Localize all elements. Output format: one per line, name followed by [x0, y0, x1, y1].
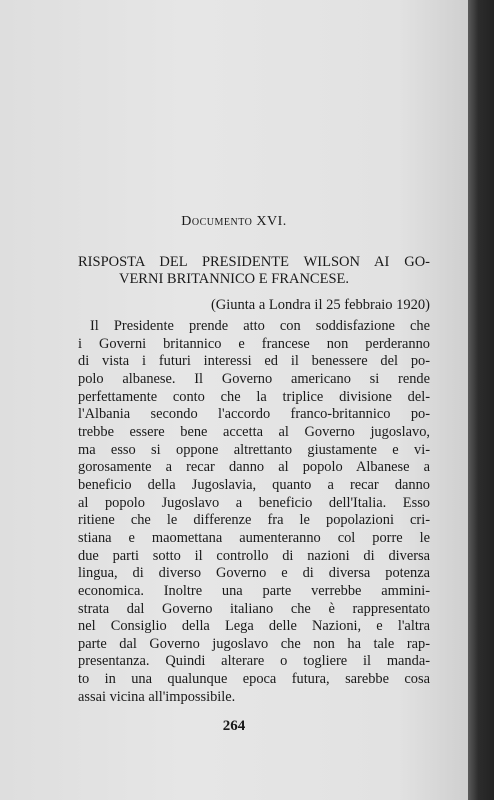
- body-line: perfettamente conto che la triplice divisione del-: [78, 388, 430, 405]
- body-line: beneficio della Jugoslavia, quanto a recar danno: [78, 476, 430, 493]
- document-heading: Documento XVI.: [181, 214, 287, 229]
- title-line-1: RISPOSTA DEL PRESIDENTE WILSON AI GO-: [78, 254, 430, 270]
- body-line: i Governi britannico e francese non perderanno: [78, 335, 430, 352]
- body-line: strata dal Governo italiano che è rappresentato: [78, 600, 430, 617]
- body-line: gorosamente a recar danno al popolo Albanese a: [78, 459, 430, 476]
- body-line: economica. Inoltre una parte verrebbe ammini-: [78, 582, 430, 599]
- body-line: nel Consiglio della Lega delle Nazioni, e l'altra: [78, 618, 430, 635]
- document-title: [78, 254, 430, 288]
- book-spine: [468, 0, 494, 800]
- body-line: Il Presidente prende atto con soddisfazione che: [90, 318, 430, 334]
- body-line: to in una qualunque epoca futura, sarebbe cosa: [78, 671, 430, 688]
- body-line: stiana e maomettana aumenteranno col porre le: [78, 529, 430, 546]
- body-line: l'Albania secondo l'accordo franco-britannico po-: [78, 406, 430, 423]
- body-text: [78, 318, 430, 706]
- page-number: 264: [222, 718, 246, 734]
- body-line: due parti sotto il controllo di nazioni di diversa: [78, 547, 430, 564]
- body-line: di vista i futuri interessi ed il benessere del po-: [78, 353, 430, 370]
- dateline: (Giunta a Londra il 25 febbraio 1920): [210, 297, 430, 313]
- body-line: parte dal Governo jugoslavo che non ha tale rap-: [78, 635, 430, 652]
- body-line: lingua, di diverso Governo e di diversa potenza: [78, 565, 430, 582]
- title-line-2: VERNI BRITANNICO E FRANCESE.: [118, 271, 350, 287]
- body-line: ritiene che le differenze fra le popolazioni cri-: [78, 512, 430, 529]
- body-line: al popolo Jugoslavo a beneficio dell'Italia. Esso: [78, 494, 430, 511]
- body-line: polo albanese. Il Governo americano si rende: [78, 370, 430, 387]
- body-line: presentanza. Quindi alterare o togliere il manda-: [78, 653, 430, 670]
- body-line: assai vicina all'impossibile.: [78, 688, 236, 705]
- body-line: trebbe essere bene accetta al Governo jugoslavo,: [78, 423, 430, 440]
- body-line: ma esso si oppone altrettanto giustamente e vi-: [78, 441, 430, 458]
